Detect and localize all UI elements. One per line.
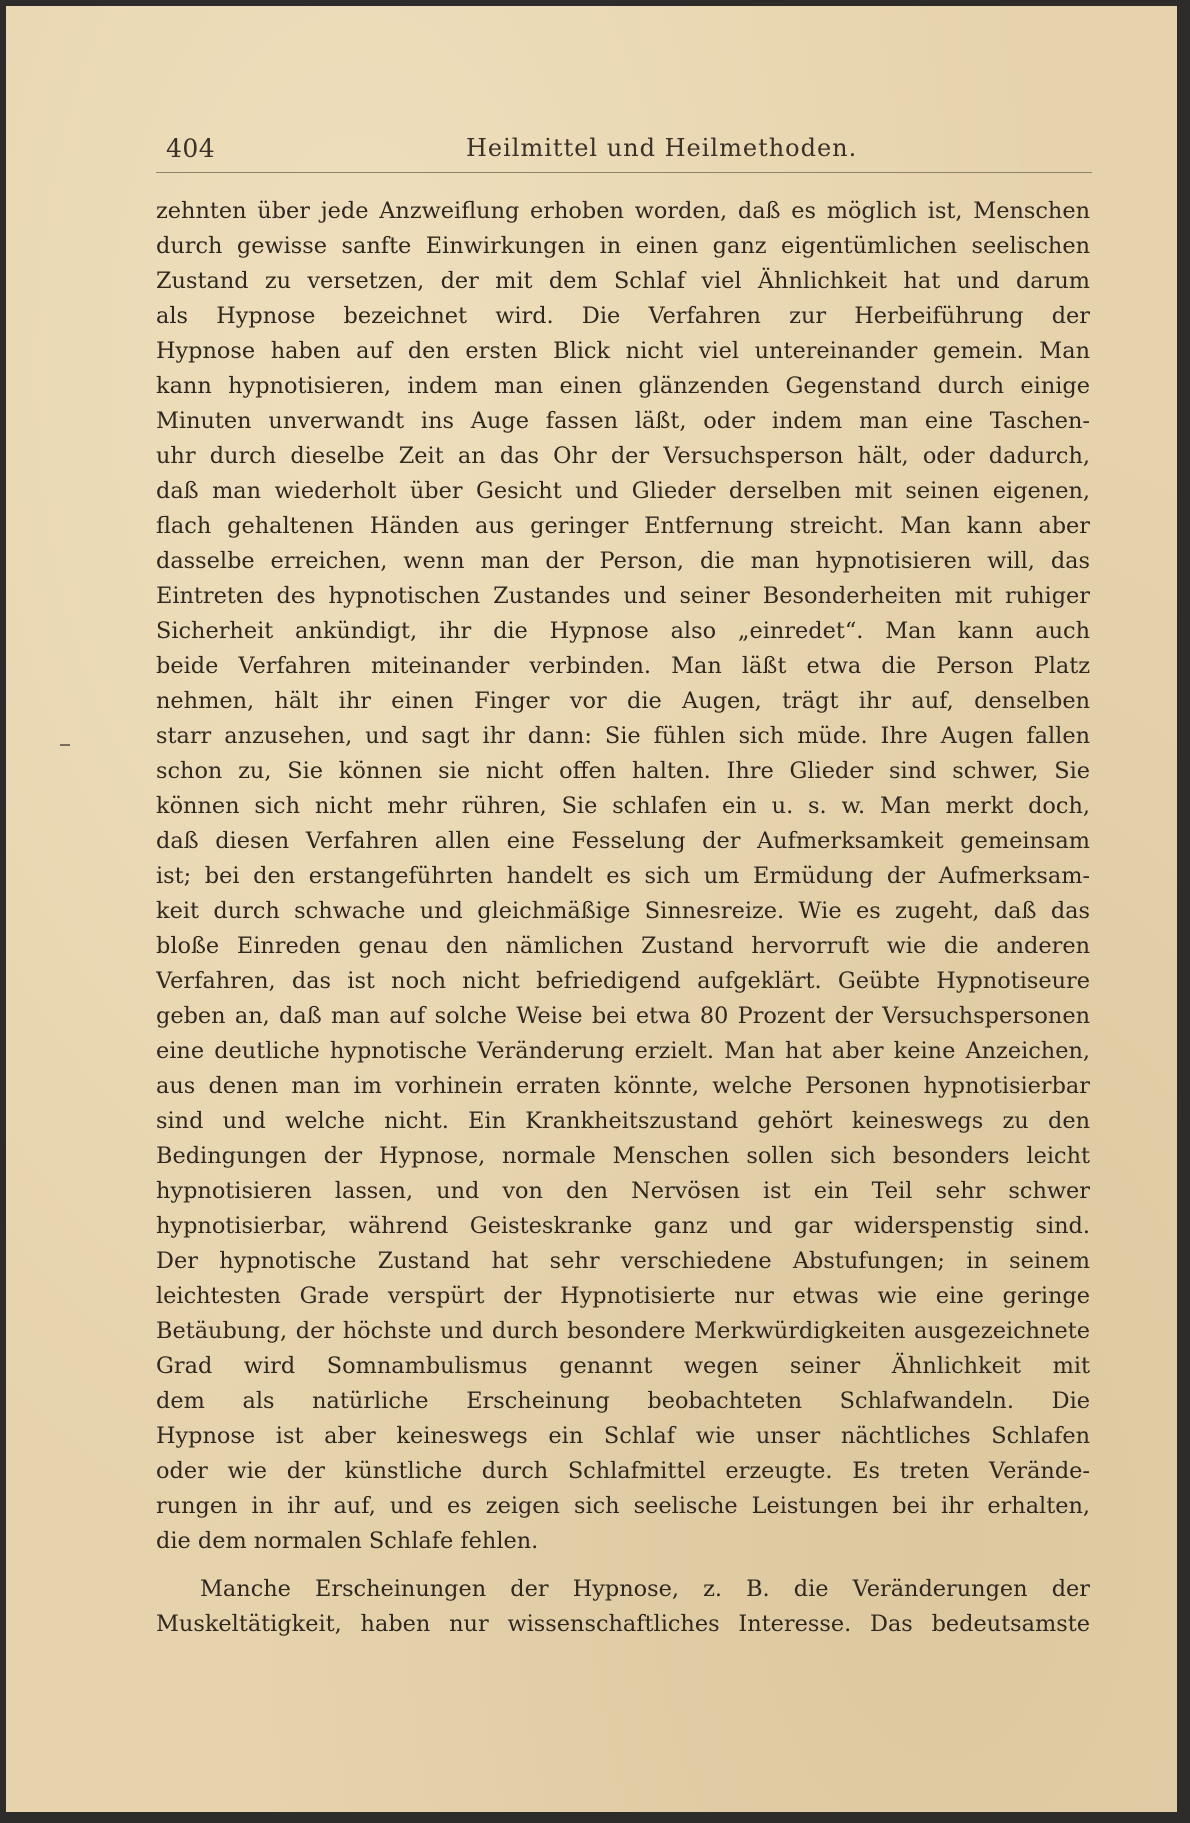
text-line: daß man wiederholt über Gesicht und Glieder derselben mit seinen eigenen, [156, 478, 1090, 504]
text-line: kann hypnotisieren, indem man einen glänzenden Gegenstand durch einige [156, 373, 1090, 399]
text-line: durch gewisse sanfte Einwirkungen in einen ganz eigentümlichen seelischen [156, 233, 1090, 259]
text-line: uhr durch dieselbe Zeit an das Ohr der Versuchsperson hält, oder dadurch, [156, 443, 1090, 469]
page-header [166, 126, 1086, 166]
text-line: Betäubung, der höchste und durch besondere Merkwürdigkeiten ausgezeichnete [156, 1318, 1090, 1344]
paragraph [156, 194, 1090, 1559]
text-line: Hypnose haben auf den ersten Blick nicht viel untereinander gemein. Man [156, 338, 1090, 364]
text-line: hypnotisieren lassen, und von den Nervösen ist ein Teil sehr schwer [156, 1178, 1090, 1204]
text-line: leichtesten Grade verspürt der Hypnotisierte nur etwas wie eine geringe [156, 1283, 1090, 1309]
text-line: bloße Einreden genau den nämlichen Zustand hervorruft wie die anderen [156, 933, 1090, 959]
text-line: Manche Erscheinungen der Hypnose, z. B. die Veränderungen der [200, 1576, 1090, 1602]
text-line: hypnotisierbar, während Geisteskranke ganz und gar widerspenstig sind. [156, 1213, 1090, 1239]
text-line: Sicherheit ankündigt, ihr die Hypnose also „einredet“. Man kann auch [156, 618, 1090, 644]
text-line: Bedingungen der Hypnose, normale Menschen sollen sich besonders leicht [156, 1143, 1090, 1169]
text-line: schon zu, Sie können sie nicht offen halten. Ihre Glieder sind schwer, Sie [156, 758, 1090, 784]
text-line: Muskeltätigkeit, haben nur wissenschaftliches Interesse. Das bedeutsamste [156, 1611, 1090, 1637]
text-line: eine deutliche hypnotische Veränderung erzielt. Man hat aber keine Anzeichen, [156, 1038, 1090, 1064]
text-line: die dem normalen Schlafe fehlen. [156, 1528, 539, 1554]
text-line: starr anzusehen, und sagt ihr dann: Sie fühlen sich müde. Ihre Augen fallen [156, 723, 1090, 749]
page-number: 404 [166, 134, 216, 163]
text-line: dasselbe erreichen, wenn man der Person, die man hypnotisieren will, das [156, 548, 1090, 574]
text-line: Der hypnotische Zustand hat sehr verschiedene Abstufungen; in seinem [156, 1248, 1090, 1274]
header-rule [156, 172, 1092, 173]
paragraph-gap [156, 1559, 1090, 1572]
text-line: sind und welche nicht. Ein Krankheitszustand gehört keineswegs zu den [156, 1108, 1090, 1134]
text-line: nehmen, hält ihr einen Finger vor die Augen, trägt ihr auf, denselben [156, 688, 1090, 714]
text-line: daß diesen Verfahren allen eine Fesselung der Aufmerksamkeit gemeinsam [156, 828, 1090, 854]
book-page [6, 6, 1177, 1812]
text-line: keit durch schwache und gleichmäßige Sinnesreize. Wie es zugeht, daß das [156, 898, 1090, 924]
text-line: Grad wird Somnambulismus genannt wegen seiner Ähnlichkeit mit [156, 1353, 1090, 1379]
text-line: beide Verfahren miteinander verbinden. Man läßt etwa die Person Platz [156, 653, 1090, 679]
text-line: können sich nicht mehr rühren, Sie schlafen ein u. s. w. Man merkt doch, [156, 793, 1090, 819]
text-line: als Hypnose bezeichnet wird. Die Verfahren zur Herbeiführung der [156, 303, 1090, 329]
text-line: Minuten unverwandt ins Auge fassen läßt, oder indem man eine Taschen- [156, 408, 1090, 434]
text-line: rungen in ihr auf, und es zeigen sich seelische Leistungen bei ihr erhalten, [156, 1493, 1090, 1519]
body-text [156, 194, 1090, 1642]
text-line: oder wie der künstliche durch Schlafmittel erzeugte. Es treten Verände- [156, 1458, 1090, 1484]
text-line: ist; bei den erstangeführten handelt es sich um Ermüdung der Aufmerksam- [156, 863, 1090, 889]
text-line: Verfahren, das ist noch nicht befriedigend aufgeklärt. Geübte Hypnotiseure [156, 968, 1090, 994]
text-line: Zustand zu versetzen, der mit dem Schlaf viel Ähnlichkeit hat und darum [156, 268, 1090, 294]
text-line: geben an, daß man auf solche Weise bei etwa 80 Prozent der Versuchspersonen [156, 1003, 1090, 1029]
text-line: aus denen man im vorhinein erraten könnte, welche Personen hypnotisierbar [156, 1073, 1090, 1099]
paragraph [156, 1572, 1090, 1642]
text-line: Eintreten des hypnotischen Zustandes und seiner Besonderheiten mit ruhiger [156, 583, 1090, 609]
text-line: zehnten über jede Anzweiflung erhoben worden, daß es möglich ist, Menschen [156, 198, 1090, 224]
text-line: flach gehaltenen Händen aus geringer Entfernung streicht. Man kann aber [156, 513, 1090, 539]
text-line: Hypnose ist aber keineswegs ein Schlaf wie unser nächtliches Schlafen [156, 1423, 1090, 1449]
text-line: dem als natürliche Erscheinung beobachteten Schlafwandeln. Die [156, 1388, 1090, 1414]
margin-speck [60, 744, 70, 746]
running-title: Heilmittel und Heilmethoden. [466, 134, 858, 162]
